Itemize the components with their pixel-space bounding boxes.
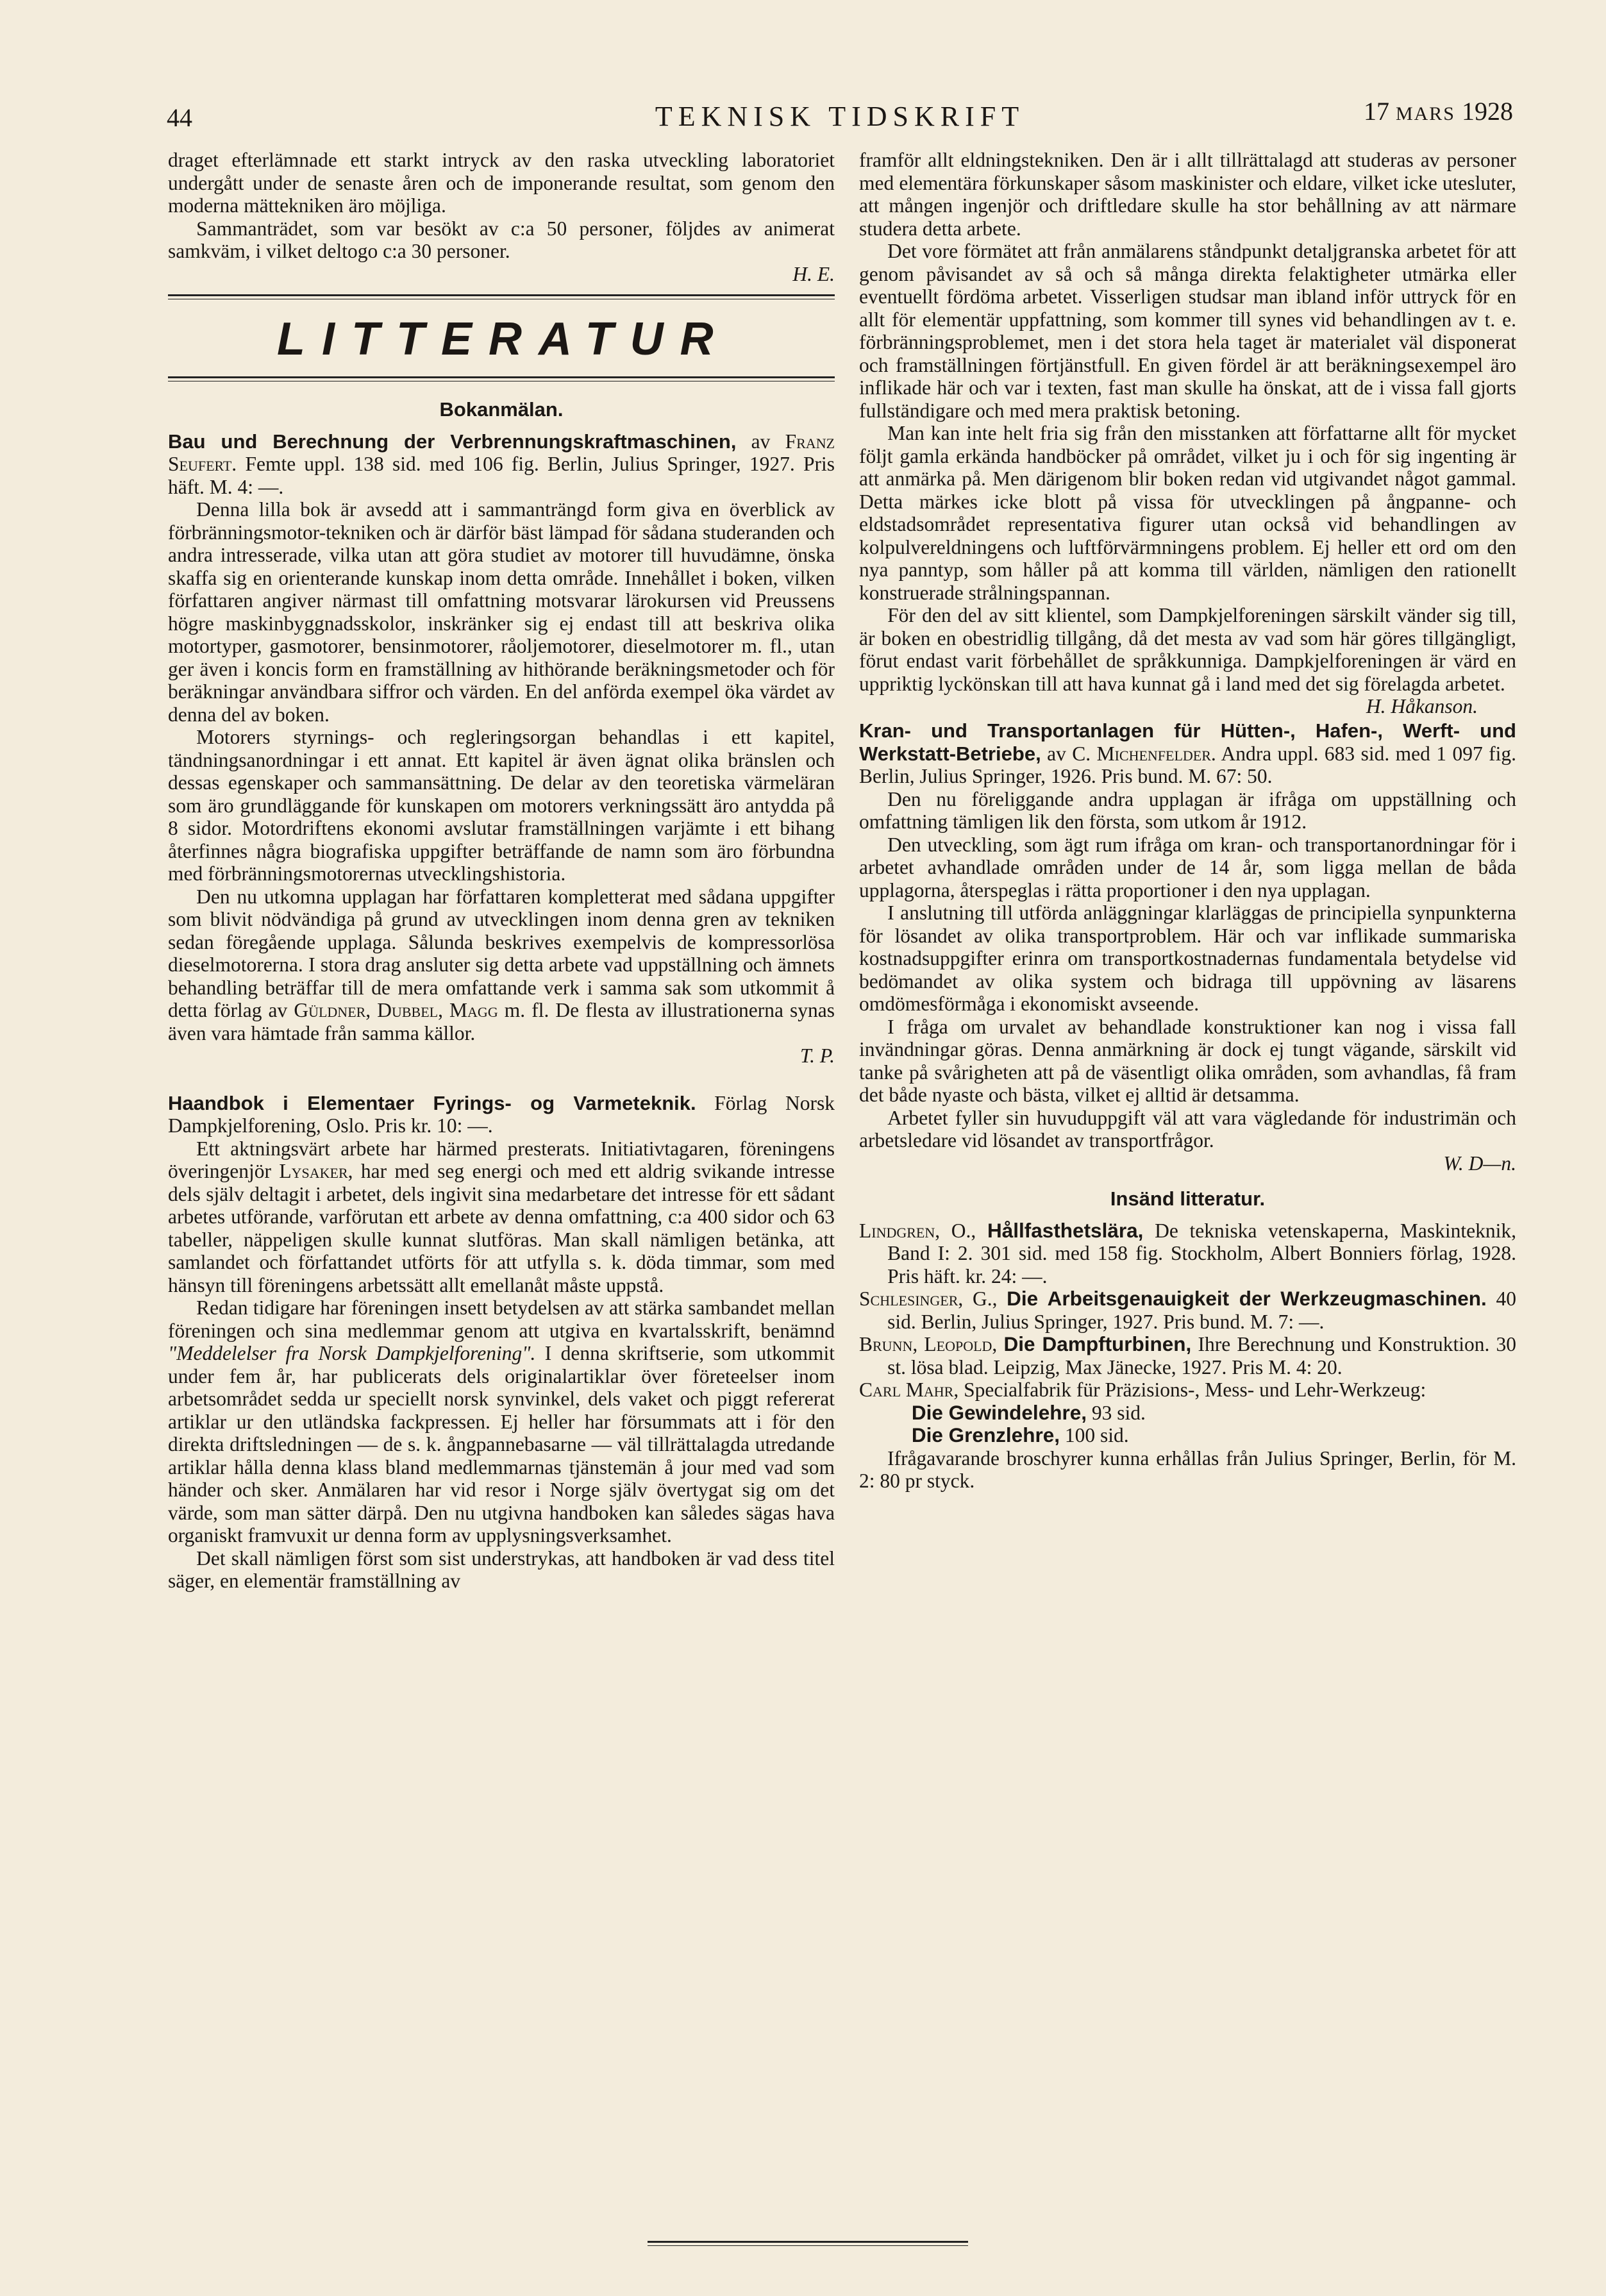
received-literature-heading: Insänd litteratur. — [1110, 1187, 1266, 1210]
review-paragraph: Man kan inte helt fria sig från den misstanken att författarne allt för mycket följt gamla erkända handböcker på området, vilket ju i och för sig ingenting är att anmärka på. Men därigenom blir boken redan vid utgivandet något gammal. Detta märkes icke blott på vissa för utvecklingen på ångpanne- och eldstadsområdet representativa figurer utan också vid behandlingen av kolpulvereldningens och luftförvärmningens problem. Ej heller ett ord om den nya panntyp, som håller på att komma till världen, nämligen den rationellt konstruerade strålningspannan. — [859, 422, 1516, 604]
book-title: Bau und Berechnung der Verbrennungskraftmaschinen, — [168, 430, 737, 453]
book-author: Franz Seufert. — [168, 430, 835, 475]
review-paragraph: Motorers styrnings- och regleringsorgan behandlas i ett kapitel, tändningsanordningar i ett annat. Ett kapitel är även ägnat olika bränslen och dessas egenskaper och sammansättning. De delar av den teoretiska värmeläran som äro grundläggande för kunskapen om motorers verkningssätt äro antydda på 8 sidor. Motordriftens ekonomi avslutar framställningen varjämte i ett bihang återfinnes några biografiska uppgifter beträffande de namn som äro förbundna med förbränningsmotorernas utvecklingshistoria. — [168, 726, 835, 885]
issue-date — [1364, 96, 1513, 126]
section-banner — [168, 294, 835, 381]
issue-day: 17 — [1363, 97, 1389, 126]
reviews-heading: Bokanmälan. — [439, 398, 564, 421]
review-paragraph: Arbetet fyller sin huvuduppgift väl att vara vägledande för industrimän och arbetsledare vid lösandet av transportfrågor. — [859, 1106, 1516, 1152]
book-listing: Carl Mahr, Specialfabrik für Präzisions-, Mess- und Lehr-Werkzeug: — [859, 1378, 1426, 1401]
review-paragraph: I fråga om urvalet av behandlade konstruktioner kan nog i vissa fall invändningar göras. Denna anmärkning är dock ej tungt vägande, särskilt vid tanke på svårigheten att på de väsentligt olika områden, som avhandlas, få fram det både nyaste och bästa, vilket ej alltid är detsamma. — [859, 1015, 1516, 1106]
review-paragraph: För den del av sitt klientel, som Dampkjelforeningen särskilt vänder sig till, är boken en obestridlig tillgång, då det mesta av vad som här göres tillgängligt, förut endast varit förbehållet de språkkunniga. Dampkjelforeningen är värd en uppriktig lyckönskan till att hava kunnat gå i land med det sig förelagda arbetet. H. Håkanson. — [859, 604, 1516, 717]
issue-year: 1928 — [1462, 97, 1513, 126]
right-column — [859, 149, 1516, 1493]
book-title: Kran- und Transportanlagen für Hütten-, Hafen-, Werft- und Werkstatt-Betriebe, — [859, 719, 1516, 765]
book-title: Haandbok i Elementaer Fyrings- og Varmeteknik. — [168, 1091, 696, 1114]
author-names: Güldner, Dubbel, Magg — [294, 999, 498, 1021]
review-paragraph: Den nu föreliggande andra upplagan är ifråga om uppställning och omfattning tämligen lik den första, som utkom år 1912. — [859, 787, 1516, 833]
book-publication: Femte uppl. 138 sid. med 106 fig. Berlin, Julius Springer, 1927. Pris häft. M. 4: —. — [168, 453, 835, 498]
review-citation: Bau und Berechnung der Verbrennungskraftmaschinen, av Franz Seufert. Femte uppl. 138 sid. med 106 fig. Berlin, Julius Springer, 1927. Pris häft. M. 4: —. — [168, 430, 835, 498]
page-number: 44 — [167, 103, 192, 132]
review-paragraph: Den nu utkomna upplagan har författaren kompletterat med sådana uppgifter som blivit nödvändiga på grund av utvecklingen inom denna gren av tekniken sedan föregående upplaga. Sålunda beskrives exempelvis de kompressorlösa dieselmotorerna. I stora drag ansluter sig detta arbete vad uppställning och ämnets behandling beträffar till de mera omfattande verk i samma sak som utkommit å detta förlag av Güldner, Dubbel, Magg m. fl. De flesta av illustrationerna synas även vara hämtade från samma källor. — [168, 885, 835, 1044]
review-citation: Kran- und Transportanlagen für Hütten-, Hafen-, Werft- und Werkstatt-Betriebe, av C. Michenfelder. Andra uppl. 683 sid. med 1 097 fig. Berlin, Julius Springer, 1926. Pris bund. M. 67: 50. — [859, 719, 1516, 787]
book-listing-subitem: Die Grenzlehre, 100 sid. — [911, 1423, 1129, 1446]
review-paragraph: Denna lilla bok är avsedd att i sammanträngd form giva en överblick av förbränningsmotor-tekniken och är därför bäst lämpad för sådana studeranden och andra intresserade, vilka utan att göra studiet av motorer till huvudämne, önska skaffa sig en orienterande kunskap inom detta område. Innehållet i boken, vilken författaren angiver närmast till omfattning motsvarar lärokursen vid Preussens högre maskinbyggnadsskolor, inskränker sig ej endast till att beskriva olika motortyper, gasmotorer, bensinmotorer, råoljemotorer, dieselmotorer m. fl., utan ger även i koncis form en framställning av hithörande beräkningsmetoder och för beräkningar användbara siffror och värden. En del anförda exempel öka värdet av denna del av boken. — [168, 498, 835, 726]
book-author: Michenfelder. — [1096, 742, 1216, 765]
divider — [168, 376, 835, 381]
review-citation — [168, 1092, 835, 1137]
divider — [168, 294, 835, 299]
review-paragraph: Det skall nämligen först som sist understrykas, att handboken är vad dess titel säger, en elementär framställning av — [168, 1546, 835, 1592]
bottom-divider — [648, 2241, 968, 2246]
book-listing: Brunn, Leopold, Die Dampfturbinen, Ihre Berechnung und Konstruktion. 30 st. lösa blad. Leipzig, Max Jänecke, 1927. Pris M. 4: 20. — [859, 1332, 1517, 1378]
book-listing-subitem: Die Gewindelehre, 93 sid. — [911, 1400, 1146, 1424]
book-listing: Lindgren, O., Hållfasthetslära, De tekniska vetenskaperna, Maskinteknik, Band I: 2. 301 sid. med 158 fig. Stockholm, Albert Bonniers förlag, 1928. Pris häft. kr. 24: —. — [859, 1218, 1517, 1287]
signature: H. E. — [792, 262, 835, 285]
signature: W. D—n. — [1443, 1152, 1516, 1175]
review-paragraph: framför allt eldningstekniken. Den är i allt tillrättalagd att studeras av personer med elementära förkunskaper såsom maskinister och eldare, vilket icke utesluter, att mången ingenjör och driftledare skulle ha stor behållning av att närmare studera detta arbete. — [859, 149, 1516, 240]
journal-title: TEKNISK TIDSKRIFT — [655, 101, 1025, 132]
issue-month: MARS — [1395, 103, 1455, 124]
intro-paragraph: draget efterlämnade ett starkt intryck av den raska utveckling laboratoriet undergått under de senaste åren och de imponerande resultat, som genom den moderna mättekniken äro möjliga. — [168, 149, 835, 217]
closing-note: Ifrågavarande broschyrer kunna erhållas från Julius Springer, Berlin, för M. 2: 80 pr styck. — [859, 1446, 1516, 1492]
signature: T. P. — [800, 1044, 835, 1067]
review-paragraph: Den utveckling, som ägt rum ifråga om kran- och transportanordningar för i arbetet avhandlade områden under de 14 år, som ligga mellan de båda upplagorna, återspeglas i rätta proportioner i den nya upplagan. — [859, 833, 1516, 901]
review-paragraph: Det vore förmätet att från anmälarens ståndpunkt detaljgranska arbetet för att genom påvisandet av så och så många direkta felaktigheter utmärka eller eventuellt fördöma arbetet. Visserligen studsar man ibland inför uttryck för en allt för elementär uppfattning, som kommer till synes vid behandlingen av t. e. förbränningsproblemet, men i det stora hela taget är materialet väl disponerat och framställningen förtjänstfull. En given fördel är att beräkningsexempel äro inflikade här och var i texten, fast man skulle ha önskat, att de i vissa fall gjorts fullständigare och med mera praktisk betoning. — [859, 240, 1516, 422]
signature: H. Håkanson. — [1366, 695, 1478, 717]
section-title: LITTERATUR — [168, 306, 753, 370]
running-header — [167, 96, 1513, 141]
review-paragraph: I anslutning till utförda anläggningar klarläggas de principiella synpunkterna för lösandet av olika transportproblem. Här och var inflikade summariska kostnadsuppgifter erinra om transportkostnadernas fundamentala betydelse vid bedömandet av olika system och bidraga till uppövning av läsarens omdömesförmåga i ekonomiskt avseende. — [859, 901, 1516, 1015]
book-publication: Andra uppl. 683 sid. med 1 097 fig. Berlin, Julius Springer, 1926. Pris bund. M. 67: 50. — [859, 742, 1516, 787]
review-paragraph: Redan tidigare har föreningen insett betydelsen av att stärka sambandet mellan föreningen och sina medlemmar genom att utgiva en kvartalsskrift, benämnd "Meddelelser fra Norsk Dampkjelforening". I denna skriftserie, som utkommit under fem år, har publicerats dels originalartiklar över företeelser inom arbetsområdet sedda ur speciellt norsk synvinkel, dels vaket och piggt refererat artiklar ur den utländska fackpressen. Ej heller har försummats att i för den direkta driftsledningen — de s. k. ångpannebasarne — väl tillrättalagda utredande artiklar hålla denna klass bland medlemmarnas tjänstemän å jour med vad som händer och sker. Anmälaren har vid resor i Norge själv övertygat sig om det värde, som man sätter därpå. Den nu utgivna handboken kan således sägas hava organiskt framvuxit ur denna form av upplysningsverksamhet. — [168, 1296, 835, 1546]
review-paragraph: Ett aktningsvärt arbete har härmed presterats. Initiativtagaren, föreningens överingenjör Lysaker, har med seg energi och med ett aldrig svikande intresse dels själv deltagit i arbetet, dels ingivit sina medarbetare det intresse för ett sådant arbetes utförande, varförutan ett arbete av denna omfattning, c:a 400 sidor och 63 tabeller, näppeligen skulle kunnat slutföras. Man skall nämligen betänka, att samlandet och författandet utförts för att utfylla s. k. döda timmar, som med hänsyn till föreningens arbetssätt allt emellanåt måste uppstå. — [168, 1137, 835, 1296]
left-column — [168, 149, 835, 1593]
book-publication: Förlag Norsk Dampkjelforening, Oslo. Pris kr. 10: —. — [168, 1091, 835, 1137]
intro-paragraph: Sammanträdet, som var besökt av c:a 50 personer, följdes av animerat samkväm, i vilket deltogo c:a 30 personer. — [168, 217, 835, 262]
book-listing: Schlesinger, G., Die Arbeitsgenauigkeit der Werkzeugmaschinen. 40 sid. Berlin, Julius Springer, 1927. Pris bund. M. 7: —. — [859, 1287, 1516, 1333]
